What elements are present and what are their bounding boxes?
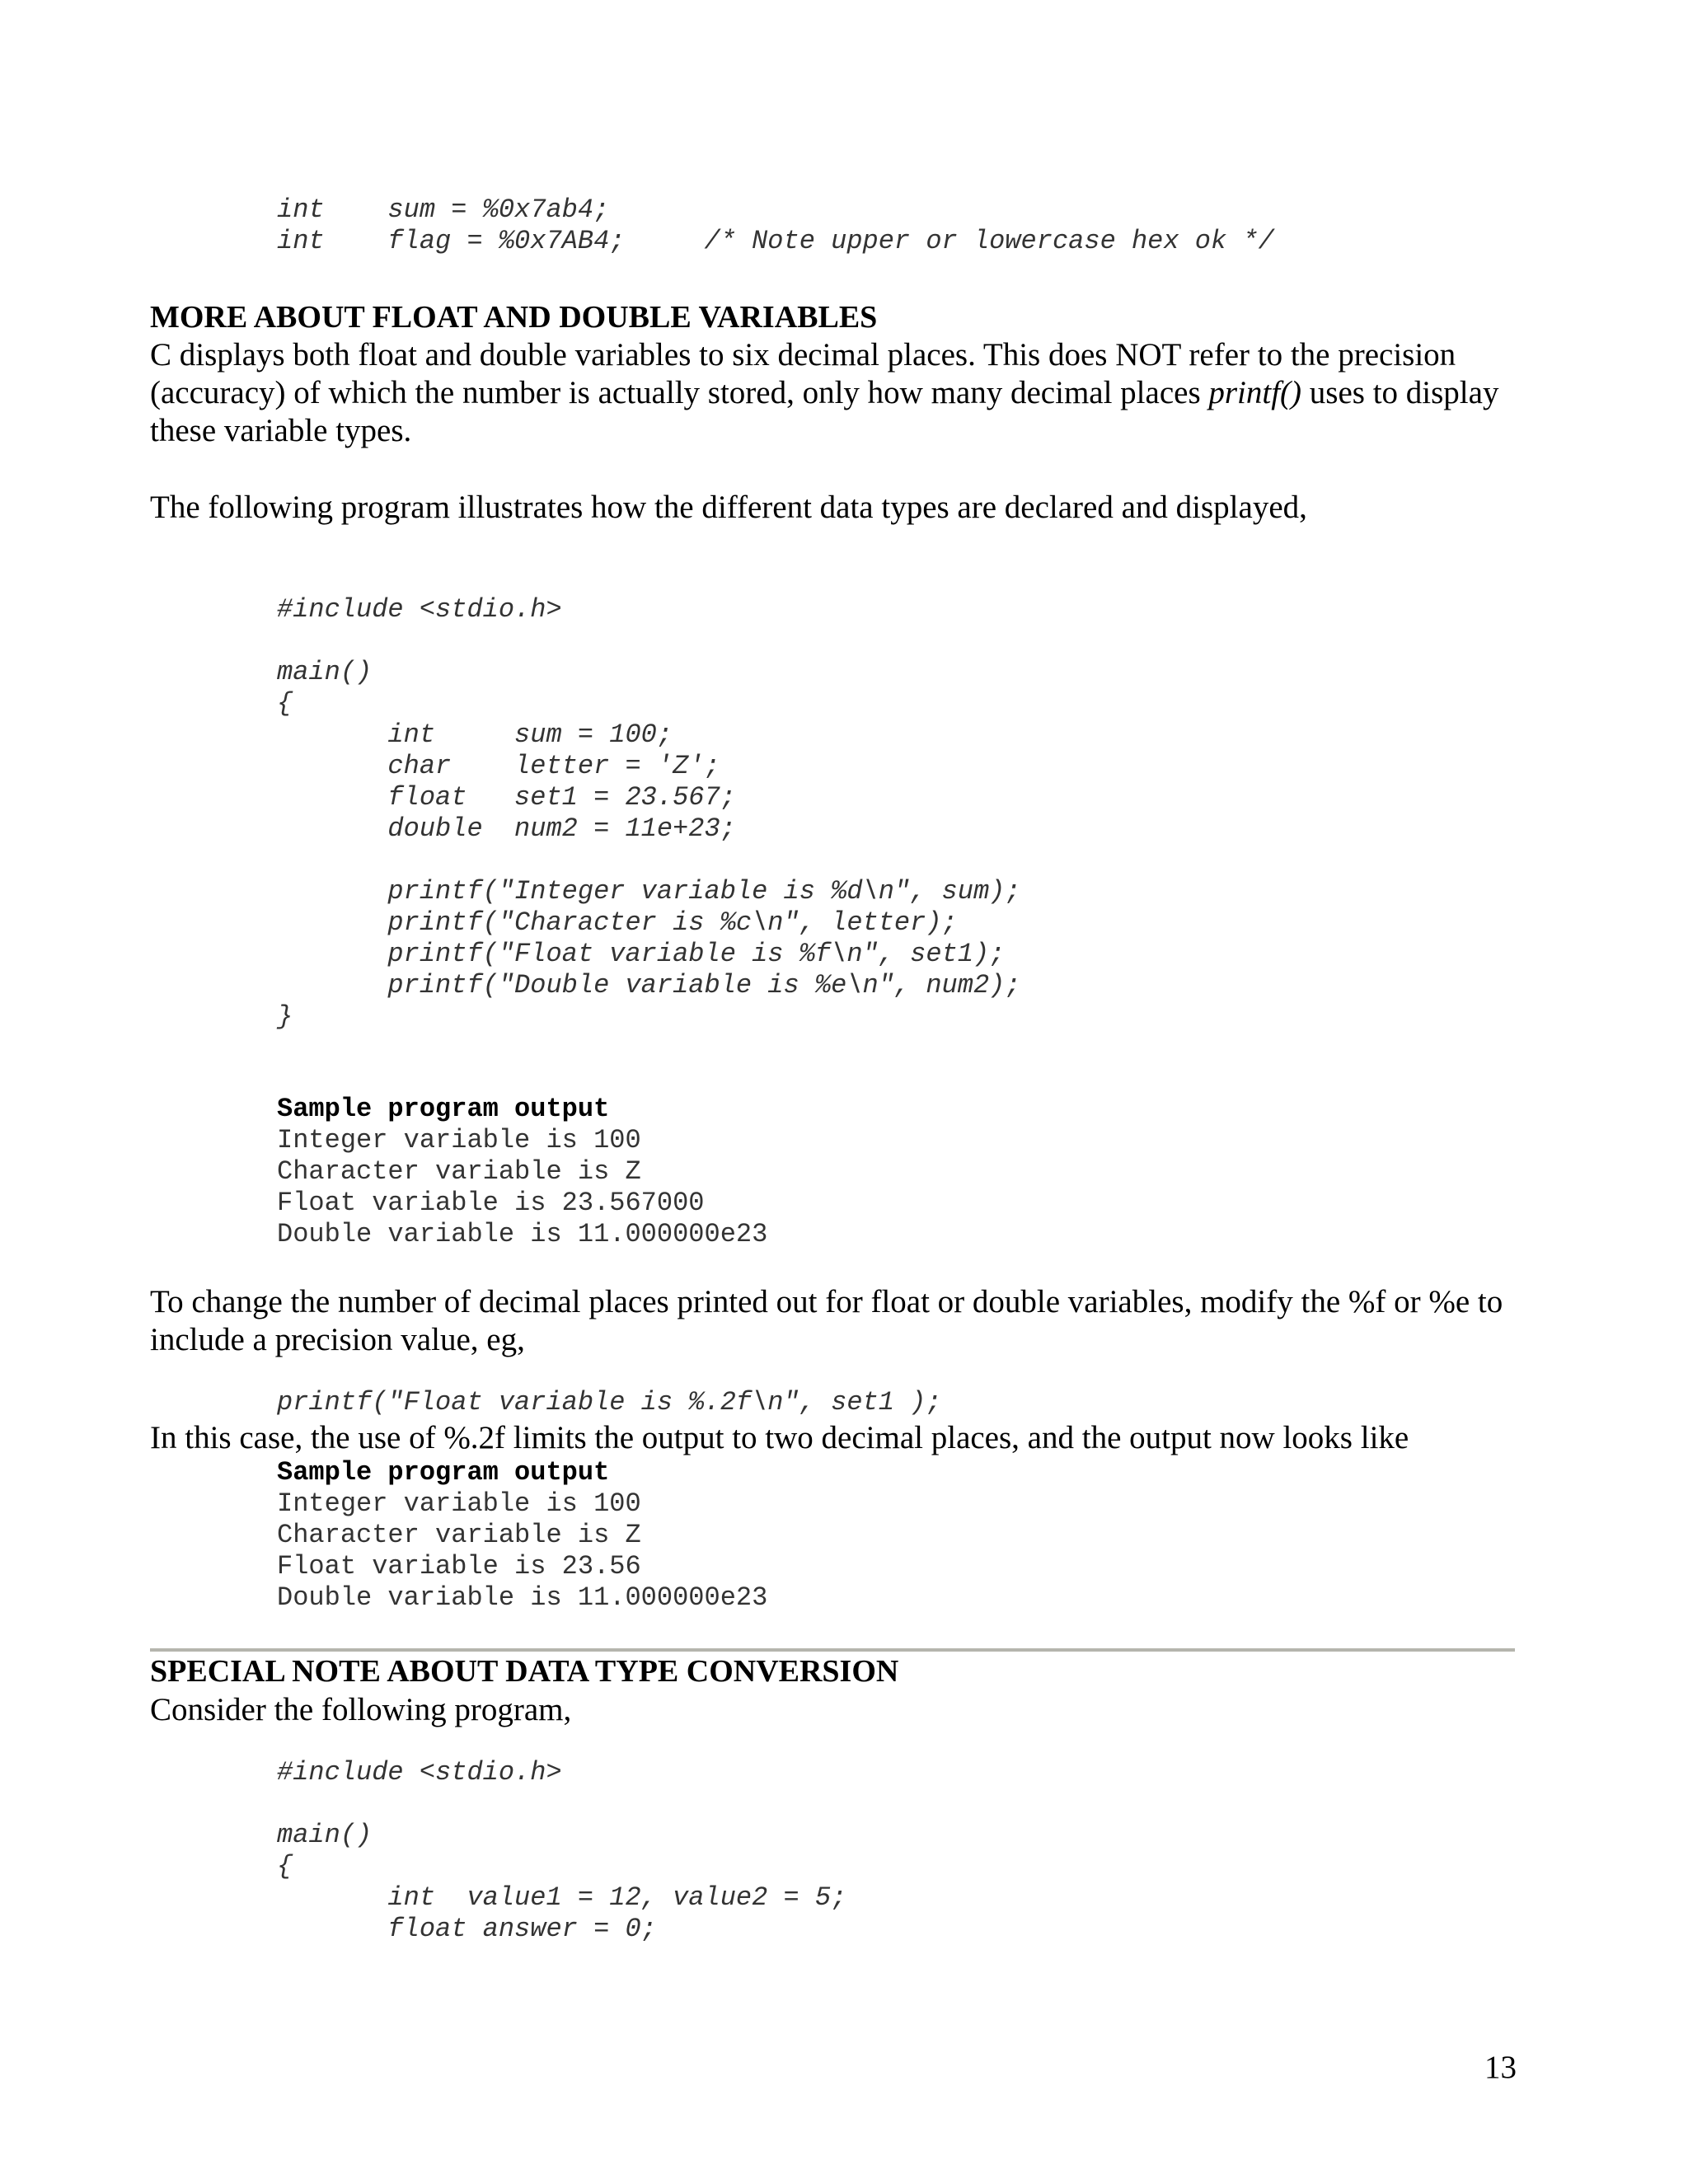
precision-code-line xyxy=(277,1387,942,1418)
paragraph-float-display xyxy=(150,336,1526,450)
paragraph-consider-program: Consider the following program, xyxy=(150,1692,572,1727)
code-line: int flag = %0x7AB4; /* Note upper or lowercase hex ok */ xyxy=(277,226,1274,256)
output-line: Float variable is 23.567000 xyxy=(277,1188,705,1218)
code-line: printf("Character is %c\n", letter); xyxy=(277,907,958,938)
code-line: int value1 = 12, value2 = 5; xyxy=(277,1882,847,1913)
section-divider xyxy=(150,1648,1515,1652)
output-line: Character variable is Z xyxy=(277,1520,641,1550)
output-line: Integer variable is 100 xyxy=(277,1488,641,1519)
code-line: #include <stdio.h> xyxy=(277,1757,562,1788)
code-line: printf("Float variable is %.2f\n", set1 ); xyxy=(277,1387,942,1418)
code-line: } xyxy=(277,1001,293,1032)
code-line: printf("Float variable is %f\n", set1); xyxy=(277,939,1006,969)
code-line: printf("Double variable is %e\n", num2); xyxy=(277,970,1021,1001)
code-line: { xyxy=(277,688,293,719)
paragraph-precision: To change the number of decimal places printed out for float or double variables, modify the %f or %e to include a precision value, eg, xyxy=(150,1284,1503,1357)
top-code-block xyxy=(277,194,1274,257)
code-line: double num2 = 11e+23; xyxy=(277,813,736,844)
code-line: main() xyxy=(277,657,373,687)
code-line: printf("Integer variable is %d\n", sum); xyxy=(277,876,1021,907)
output-line: Float variable is 23.56 xyxy=(277,1551,641,1582)
output-line: Character variable is Z xyxy=(277,1156,641,1187)
sample-output-heading: Sample program output xyxy=(277,1457,610,1488)
output-line: Double variable is 11.000000e23 xyxy=(277,1582,768,1613)
code-line: { xyxy=(277,1851,293,1882)
output-line: Double variable is 11.000000e23 xyxy=(277,1219,768,1249)
code-line: float answer = 0; xyxy=(277,1914,657,1944)
section-heading-type-conversion: SPECIAL NOTE ABOUT DATA TYPE CONVERSION xyxy=(150,1654,899,1689)
code-line: main() xyxy=(277,1820,373,1850)
code-line: char letter = 'Z'; xyxy=(277,751,720,781)
sample-output-block-precision xyxy=(277,1457,767,1614)
code-line: #include <stdio.h> xyxy=(277,594,562,625)
code-line: int sum = 100; xyxy=(277,719,673,750)
code-line: float set1 = 23.567; xyxy=(277,782,736,813)
program-listing-conversion xyxy=(277,1757,846,1945)
page-number: 13 xyxy=(1484,2050,1517,2085)
sample-output-heading: Sample program output xyxy=(277,1094,610,1124)
paragraph-precision-result: In this case, the use of %.2f limits the output to two decimal places, and the output now looks like xyxy=(150,1420,1409,1455)
code-line: int sum = %0x7ab4; xyxy=(277,194,610,225)
paragraph-text: uses to display these variable types. xyxy=(150,375,1499,448)
paragraph-program-intro: The following program illustrates how the different data types are declared and displayed, xyxy=(150,490,1307,525)
sample-output-block xyxy=(277,1094,767,1250)
program-listing-data-types xyxy=(277,594,1021,1033)
printf-function-name: printf() xyxy=(1208,375,1302,410)
paragraph-text: C displays both float and double variables to six decimal places. This does NOT refer to the precision (accuracy) of which the number is actually stored, only how many decimal places xyxy=(150,337,1456,410)
section-heading-float-double: MORE ABOUT FLOAT AND DOUBLE VARIABLES xyxy=(150,300,878,335)
output-line: Integer variable is 100 xyxy=(277,1125,641,1155)
